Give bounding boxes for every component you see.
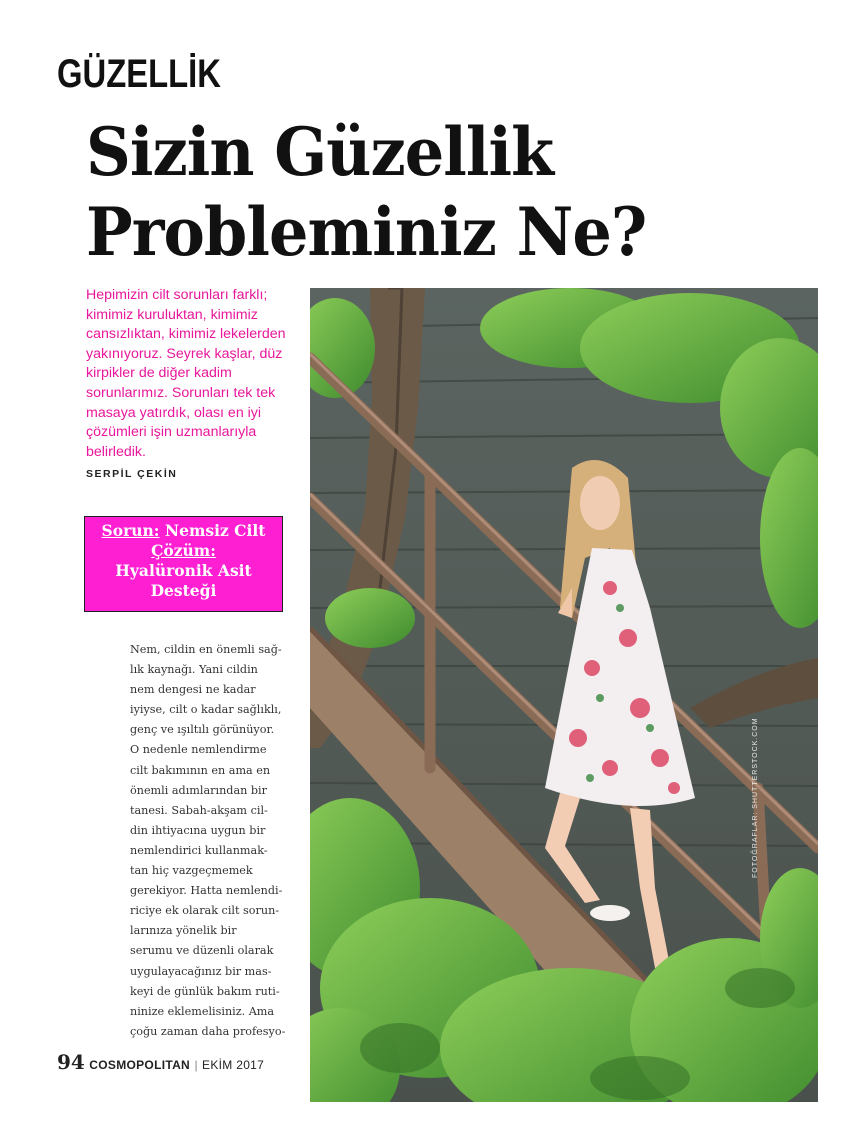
body-line: gerekiyor. Hatta nemlendi- — [130, 884, 283, 898]
headline-line-1: Sizin Güzellik — [86, 113, 554, 191]
intro-paragraph — [86, 286, 296, 462]
headline-line-2: Probleminiz Ne? — [86, 193, 647, 271]
problem-line — [85, 521, 282, 541]
solution-label-line — [85, 541, 282, 561]
problem-solution-box — [84, 516, 283, 612]
page-number: 94 — [57, 1050, 85, 1074]
photo-credit: FOTOĞRAFLAR: SHUTTERSTOCK.COM — [752, 717, 759, 878]
body-line: tan hiç vazgeçmemek — [130, 864, 253, 878]
body-line: din ihtiyacına uygun bir — [130, 823, 266, 837]
body-line: çoğu zaman daha profesyo- — [130, 1024, 286, 1038]
author-byline: SERPİL ÇEKİN — [86, 468, 178, 480]
body-line: Nem, cildin en önemli sağ- — [130, 643, 282, 656]
solution-line-1: Hyalüronik Asit — [115, 561, 252, 580]
body-line: uygulayacağınız bir mas- — [130, 964, 272, 978]
body-line: tanesi. Sabah-akşam cil- — [130, 803, 268, 817]
page-footer — [57, 1050, 264, 1074]
body-line: lık kaynağı. Yani cildin — [130, 663, 258, 677]
solution-label: Çözüm: — [151, 541, 216, 560]
footer-separator: | — [194, 1058, 198, 1072]
article-photo — [310, 288, 818, 1102]
photo-illustration — [310, 288, 818, 1102]
headline — [86, 112, 782, 272]
body-line: keyi de günlük bakım ruti- — [130, 984, 280, 998]
body-line: önemli adımlarından bir — [130, 783, 267, 797]
body-line: larınıza yönelik bir — [130, 924, 237, 938]
body-line: serumu ve düzenli olarak — [130, 944, 274, 958]
problem-text: Nemsiz Cilt — [164, 521, 266, 540]
magazine-brand: COSMOPOLITAN — [89, 1058, 191, 1072]
body-line: iyiyse, cilt o kadar sağlıklı, — [130, 703, 282, 717]
body-line: ninize eklemelisiniz. Ama — [130, 1004, 275, 1018]
problem-label: Sorun: — [101, 521, 160, 540]
body-line: cilt bakımının en ama en — [130, 763, 271, 777]
body-line: genç ve ışıltılı görünüyor. — [130, 723, 275, 737]
issue-date: EKİM 2017 — [202, 1058, 265, 1072]
section-label: GÜZELLİK — [57, 52, 221, 96]
body-line: riciye ek olarak cilt sorun- — [130, 904, 280, 918]
body-line: nemlendirici kullanmak- — [130, 843, 268, 857]
solution-line-2: Desteği — [150, 581, 217, 600]
body-line: O nedenle nemlendirme — [130, 743, 267, 757]
intro-text: Hepimizin cilt sorunları farklı; kimimiz kuruluktan, kimimiz cansızlıktan, kimimiz lekelerden yakınıyoruz. Seyrek kaşlar, düz kirpikler de diğer kadim sorunlarımız. Sorunları tek tek masaya yatırdık, olası en iyi çözümleri işin uzmanlarıyla belirledik. — [86, 287, 286, 460]
body-line: nem dengesi ne kadar — [130, 683, 256, 697]
body-column — [130, 640, 295, 1042]
